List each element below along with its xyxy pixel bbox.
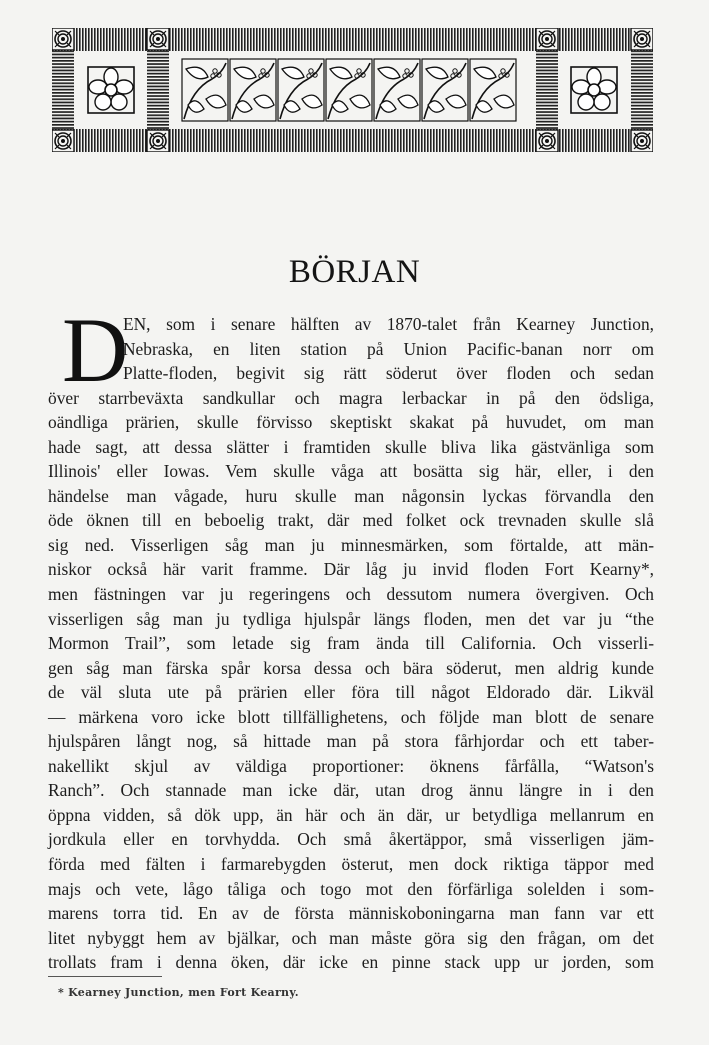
decorative-header-ornament bbox=[52, 28, 653, 152]
footnote-rule bbox=[48, 976, 162, 977]
drop-cap: D bbox=[62, 299, 129, 401]
text-line: Illinois' eller Iowas. Vem skulle våga att bosätta sig här, eller, i den bbox=[48, 461, 654, 482]
text-line: men fästningen var ju regeringens och dessutom numera övergiven. Och bbox=[48, 584, 654, 605]
footnote: * Kearney Junction, men Fort Kearny. bbox=[58, 986, 299, 999]
text-line: sig ned. Visserligen såg man ju minnesmärken, som förtalde, att män- bbox=[48, 534, 654, 555]
text-line: hade sagt, att dessa slätter i framtiden skulle bliva lika gästvänliga som bbox=[48, 436, 654, 457]
text-line: hjulspåren långt nog, så hittade man på stora fårhjordar och ett taber- bbox=[48, 731, 654, 752]
text-line: majs och vete, lågo tåliga och togo mot den förfärliga solelden i som- bbox=[48, 878, 654, 899]
text-line: jordkula eller en torvhydda. Och små åkertäppor, små visserligen jäm- bbox=[48, 829, 654, 850]
text-line: Ranch”. Och stannade man icke där, utan drog ännu längre in i den bbox=[48, 780, 654, 801]
text-line: — märkena voro icke blott tillfällighetens, och följde man blott de senare bbox=[48, 706, 654, 727]
text-line: Mormon Trail”, som letade sig fram ända till California. Och visserli- bbox=[48, 633, 654, 654]
text-line: visserligen såg man ju tydliga hjulspår längs floden, men det var ju “the bbox=[48, 608, 654, 629]
text-line: öppna vidden, så dök upp, än här och än där, ur betydliga mellanrum en bbox=[48, 804, 654, 825]
text-line: oändliga prärien, skulle förvisso skeptiskt skakat på huvudet, om man bbox=[48, 412, 654, 433]
text-line: marens torra tid. En av de första människoboningarna man fann var ett bbox=[48, 903, 654, 924]
text-line: Nebraska, en liten station på Union Pacific-banan norr om bbox=[123, 338, 654, 359]
body-text bbox=[48, 299, 654, 975]
text-line: niskor också här varit framme. Där låg ju invid floden Fort Kearny*, bbox=[48, 559, 654, 580]
text-line: de väl sluta ute på prärien eller föra till något Eldorado där. Likväl bbox=[48, 682, 654, 703]
text-line: EN, som i senare hälften av 1870-talet från Kearney Junction, bbox=[123, 314, 654, 334]
text-line: Platte-floden, begivit sig rätt söderut över floden och sedan bbox=[123, 363, 654, 384]
text-line: över starrbeväxta sandkullar och magra lerbackar in på den ödsliga, bbox=[48, 387, 654, 408]
text-line: trollats fram i denna öken, där icke en pinne stack upp ur jorden, som bbox=[48, 952, 654, 973]
text-line: händelse man vågade, huru skulle man någonsin lyckas förvandla den bbox=[48, 485, 654, 506]
text-line: nakellikt skjul av väldiga proportioner: öknens fårfålla, “Watson's bbox=[48, 755, 654, 776]
text-line: öde öknen till en beboelig trakt, där med folket ock trevnaden skulle slå bbox=[48, 510, 654, 531]
text-line: litet nybyggt hem av bjälkar, och man måste göra sig den frågan, om det bbox=[48, 927, 654, 948]
text-line: gen såg man färska spår korsa dessa och bära söderut, men aldrig kunde bbox=[48, 657, 654, 678]
text-line: förda med fälten i farmarebygden österut, men dock riktiga täppor med bbox=[48, 854, 654, 875]
chapter-title: BÖRJAN bbox=[288, 254, 421, 290]
